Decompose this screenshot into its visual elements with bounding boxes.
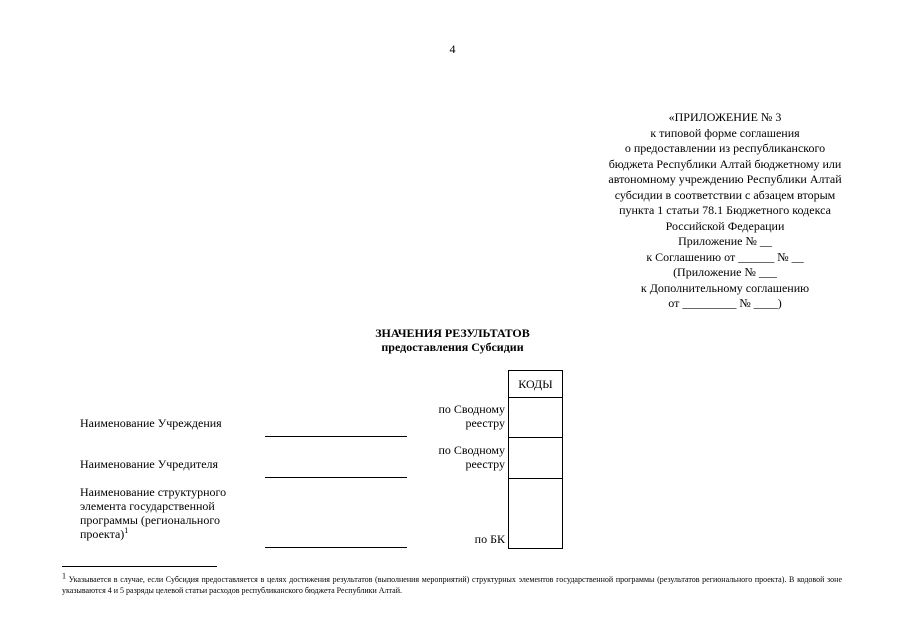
appendix-line: от _________ № ____) xyxy=(668,296,782,310)
appendix-line: пункта 1 статьи 78.1 Бюджетного кодекса xyxy=(619,203,831,217)
structural-element-label-text: Наименование структурного элемента государственной программы (регионального проекта) xyxy=(80,485,227,541)
footnote-mark: 1 xyxy=(124,526,129,535)
appendix-line: Российской Федерации xyxy=(665,218,785,233)
founder-name-field[interactable] xyxy=(265,477,407,478)
structural-element-field[interactable] xyxy=(265,547,407,548)
page-number: 4 xyxy=(449,42,456,56)
appendix-line: к Дополнительному соглашению xyxy=(640,280,810,295)
appendix-line: (Приложение № ___ xyxy=(673,265,777,279)
codes-table xyxy=(508,370,563,549)
appendix-line: Приложение № __ xyxy=(678,234,772,248)
footnote-number: 1 xyxy=(62,571,66,581)
appendix-line: «ПРИЛОЖЕНИЕ № 3 xyxy=(668,110,782,124)
code-cell-program[interactable] xyxy=(509,479,563,549)
appendix-line: бюджета Республики Алтай бюджетному или xyxy=(608,156,842,171)
founder-register-label: по Сводному реестру xyxy=(438,443,505,471)
appendix-line: субсидии в соответствии с абзацем вторым xyxy=(614,187,836,202)
structural-element-label xyxy=(80,485,255,541)
institution-register-label: по Сводному реестру xyxy=(438,402,505,430)
appendix-line: о предоставлении из республиканского xyxy=(624,141,826,155)
footnote-divider xyxy=(62,566,217,567)
appendix-header xyxy=(560,110,890,312)
institution-name-field[interactable] xyxy=(265,436,407,437)
codes-header: КОДЫ xyxy=(509,371,563,398)
appendix-line: автономному учреждению Республики Алтай xyxy=(608,172,842,186)
budget-code-label: по БК xyxy=(474,532,505,546)
footnote-text: Указывается в случае, если Субсидия предоставляется в целях достижения результатов (выполнения мероприятий) структурных элементов государственной программы (результатов регионального проекта). В кодовой зоне указываются 4 и 5 разряды целевой статьи расходов республиканского бюджета Республики Алтай. xyxy=(62,575,843,595)
appendix-line: к типовой форме соглашения xyxy=(650,125,800,140)
code-cell-institution[interactable] xyxy=(509,398,563,438)
title-line-1: ЗНАЧЕНИЯ РЕЗУЛЬТАТОВ xyxy=(375,326,530,340)
footnote xyxy=(62,571,843,596)
document-title xyxy=(0,326,905,354)
code-cell-founder[interactable] xyxy=(509,438,563,479)
title-line-2: предоставления Субсидии xyxy=(381,340,524,354)
founder-name-label: Наименование Учредителя xyxy=(80,457,219,471)
appendix-line: к Соглашению от ______ № __ xyxy=(646,249,804,264)
institution-name-label: Наименование Учреждения xyxy=(80,416,222,430)
